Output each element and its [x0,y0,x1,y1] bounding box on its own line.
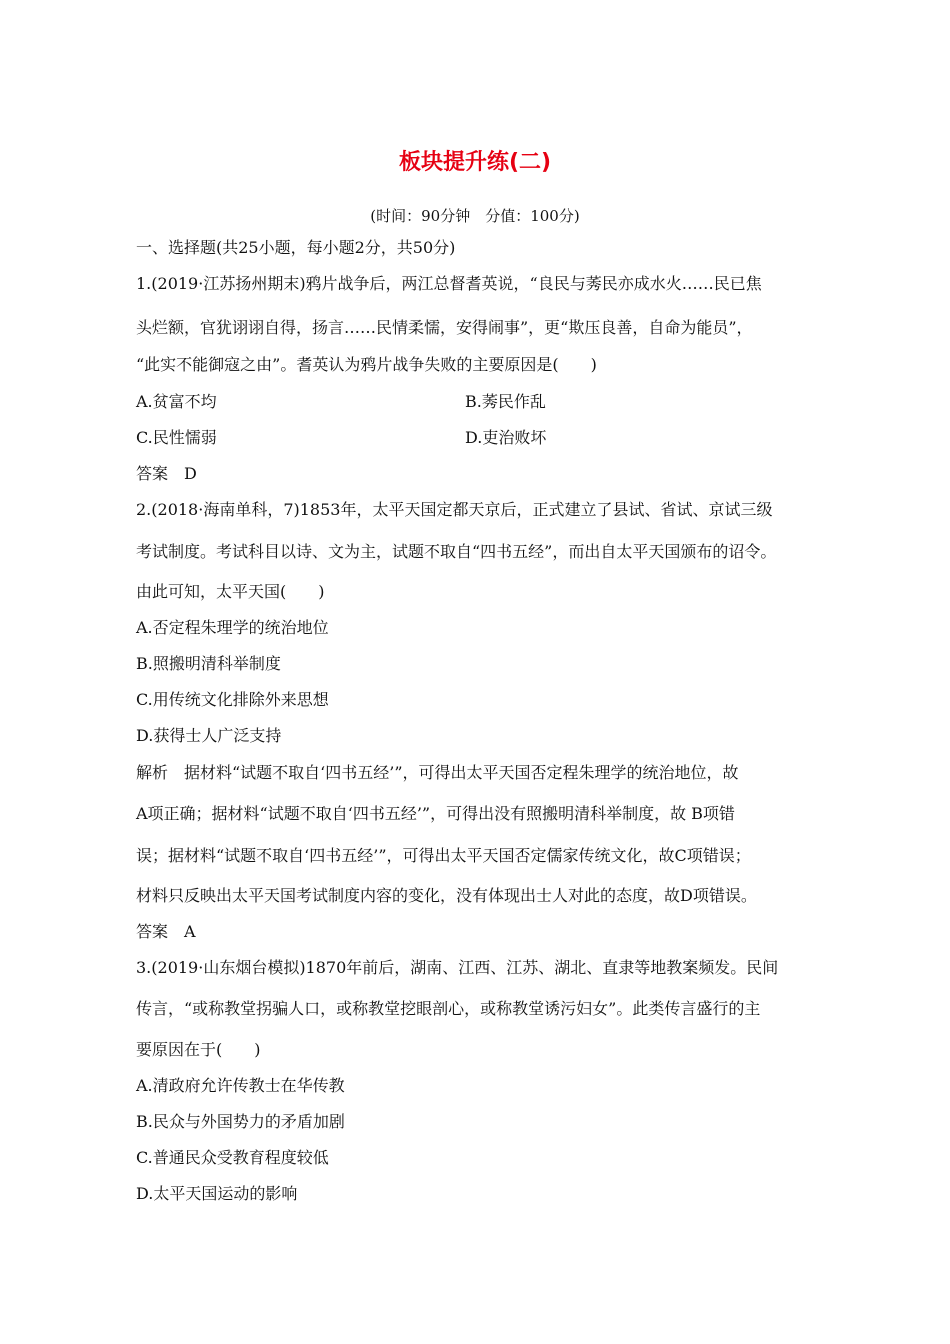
page-title: 板块提升练(二) [398,150,552,175]
exam-meta: (时间：90分钟 分值：100分) [370,207,580,225]
q2-analysis-line: 误；据材料“试题不取自‘四书五经’”，可得出太平天国否定儒家传统文化，故C项错误； [136,846,751,865]
q1-option-d: D.吏治败坏 [465,428,547,447]
q2-analysis-line: A项正确；据材料“试题不取自‘四书五经’”，可得出没有照搬明清科举制度，故 B项错 [136,804,735,823]
q1-stem-line: 头烂额，官犹诩诩自得，扬言……民情柔懦，安得闹事”，更“欺压良善，自命为能员”， [136,318,753,337]
q3-option-a: A.清政府允许传教士在华传教 [136,1076,345,1095]
q2-option-c: C.用传统文化排除外来思想 [136,690,329,709]
q2-stem-line: 考试制度。考试科目以诗、文为主，试题不取自“四书五经”，而出自太平天国颁布的诏令。 [136,542,777,561]
q3-option-d: D.太平天国运动的影响 [136,1184,298,1203]
q1-stem-line: “此实不能御寇之由”。耆英认为鸦片战争失败的主要原因是( ) [136,355,597,374]
q1-option-b: B.莠民作乱 [465,392,546,411]
q2-stem-line: 由此可知，太平天国( ) [136,582,325,601]
q2-answer: 答案 A [136,922,196,941]
q2-analysis-line: 解析 据材料“试题不取自‘四书五经’”，可得出太平天国否定程朱理学的统治地位，故 [136,763,739,782]
q3-stem-line: 要原因在于( ) [136,1040,261,1059]
section-heading: 一、选择题(共25小题，每小题2分，共50分) [136,238,456,257]
q1-option-a: A.贫富不均 [136,392,217,411]
q2-option-b: B.照搬明清科举制度 [136,654,281,673]
q3-stem-line: 3.(2019·山东烟台模拟)1870年前后，湖南、江西、江苏、湖北、直隶等地教案频发。民间 [136,958,779,977]
q3-option-b: B.民众与外国势力的矛盾加剧 [136,1112,345,1131]
q1-option-c: C.民性懦弱 [136,428,217,447]
q2-stem-line: 2.(2018·海南单科，7)1853年，太平天国定都天京后，正式建立了县试、省试、京试三级 [136,500,773,519]
q1-stem-line: 1.(2019·江苏扬州期末)鸦片战争后，两江总督耆英说，“良民与莠民亦成水火……民已焦 [136,274,762,293]
q1-answer: 答案 D [136,464,197,483]
q3-option-c: C.普通民众受教育程度较低 [136,1148,329,1167]
q2-analysis-line: 材料只反映出太平天国考试制度内容的变化，没有体现出士人对此的态度，故D项错误。 [136,886,757,905]
q3-stem-line: 传言，“或称教堂拐骗人口，或称教堂挖眼剖心，或称教堂诱污妇女”。此类传言盛行的主 [136,999,761,1018]
q2-option-a: A.否定程朱理学的统治地位 [136,618,329,637]
q2-option-d: D.获得士人广泛支持 [136,726,282,745]
